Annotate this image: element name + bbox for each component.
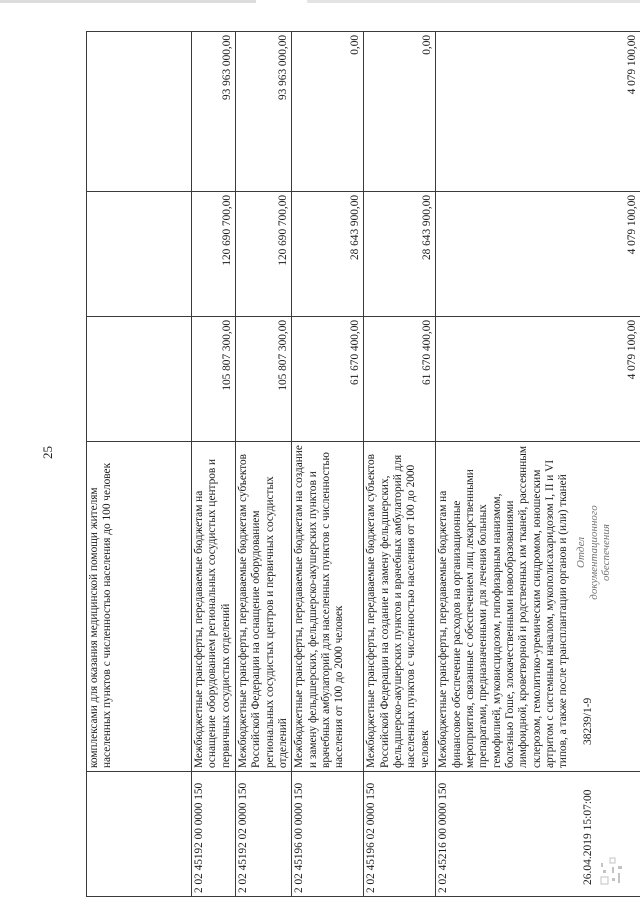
stamp-line-1: Отдел документационного xyxy=(575,505,600,600)
table-row xyxy=(87,32,192,897)
code-cell: 2 02 45196 00 0000 150 xyxy=(292,772,364,897)
footer-doc-code: 38239/1-9 xyxy=(582,697,594,745)
code-cell: 2 02 45196 02 0000 150 xyxy=(364,772,436,897)
scan-mark-icon xyxy=(600,855,624,885)
table-row xyxy=(364,32,436,897)
value-cell-1: 61 670 400,00 xyxy=(364,317,436,442)
table-row xyxy=(192,32,236,897)
code-cell: 2 02 45216 00 0000 150 xyxy=(436,772,640,897)
value-cell-1: 4 079 100,00 xyxy=(436,317,640,442)
value-cell-2 xyxy=(87,192,192,317)
value-cell-2: 28 643 900,00 xyxy=(292,192,364,317)
department-stamp xyxy=(575,495,613,610)
value-cell-3 xyxy=(87,32,192,192)
description-cell: Межбюджетные трансферты, передаваемые бюджетам на финансовое обеспечение расходов на организационные мероприятия, связанные с обеспечением лиц лекарственными препаратами, предназначенными для лечения больных гемофилией, муковисцидозом, гипофизарным нанизмом, болезнью Гоше, злокачественными новообразованиями лимфоидной, кроветворной и родственных им тканей, рассеянным склерозом, гемолитико-уремическим синдромом, юношеским артритом с системным началом, мукополисахаридозом I, II и VI типов, а также после трансплантации органов и (или) тканей xyxy=(436,442,640,772)
description-cell: Межбюджетные трансферты, передаваемые бюджетам на создание и замену фельдшерских, фельдшерско-акушерских пунктов и врачебных амбулаторий для населенных пунктов с численностью населения от 100 до 2000 человек xyxy=(292,442,364,772)
value-cell-3: 0,00 xyxy=(364,32,436,192)
budget-table xyxy=(86,31,640,897)
value-cell-1: 105 807 300,00 xyxy=(236,317,292,442)
value-cell-1 xyxy=(87,317,192,442)
page-number: 25 xyxy=(40,446,55,459)
description-cell: Межбюджетные трансферты, передаваемые бюджетам субъектов Российской Федерации на создание и замену фельдшерских, фельдшерско-акушерских пунктов и врачебных амбулаторий для населенных пунктов с численностью населения от 100 до 2000 человек xyxy=(364,442,436,772)
code-cell: 2 02 45192 02 0000 150 xyxy=(236,772,292,897)
value-cell-2: 4 079 100,00 xyxy=(436,192,640,317)
table-row xyxy=(236,32,292,897)
value-cell-1: 61 670 400,00 xyxy=(292,317,364,442)
code-cell: 2 02 45192 00 0000 150 xyxy=(192,772,236,897)
table-row xyxy=(292,32,364,897)
table-row xyxy=(436,32,640,897)
value-cell-2: 28 643 900,00 xyxy=(364,192,436,317)
description-cell: Межбюджетные трансферты, передаваемые бюджетам субъектов Российской Федерации на оснащение оборудованием региональных сосудистых центров и первичных сосудистых отделений xyxy=(236,442,292,772)
code-cell xyxy=(87,772,192,897)
value-cell-3: 0,00 xyxy=(292,32,364,192)
value-cell-2: 120 690 700,00 xyxy=(236,192,292,317)
value-cell-1: 105 807 300,00 xyxy=(192,317,236,442)
value-cell-2: 120 690 700,00 xyxy=(192,192,236,317)
description-cell: Межбюджетные трансферты, передаваемые бюджетам на оснащение оборудованием региональных сосудистых центров и первичных сосудистых отделений xyxy=(192,442,236,772)
value-cell-3: 4 079 100,00 xyxy=(436,32,640,192)
description-cell: комплексами для оказания медицинской помощи жителям населенных пунктов с численностью населения до 100 человек xyxy=(87,442,192,772)
value-cell-3: 93 963 000,00 xyxy=(236,32,292,192)
footer-datetime: 26.04.2019 15:07:00 xyxy=(582,789,594,885)
stamp-line-2: обеспечения xyxy=(600,524,613,581)
value-cell-3: 93 963 000,00 xyxy=(192,32,236,192)
